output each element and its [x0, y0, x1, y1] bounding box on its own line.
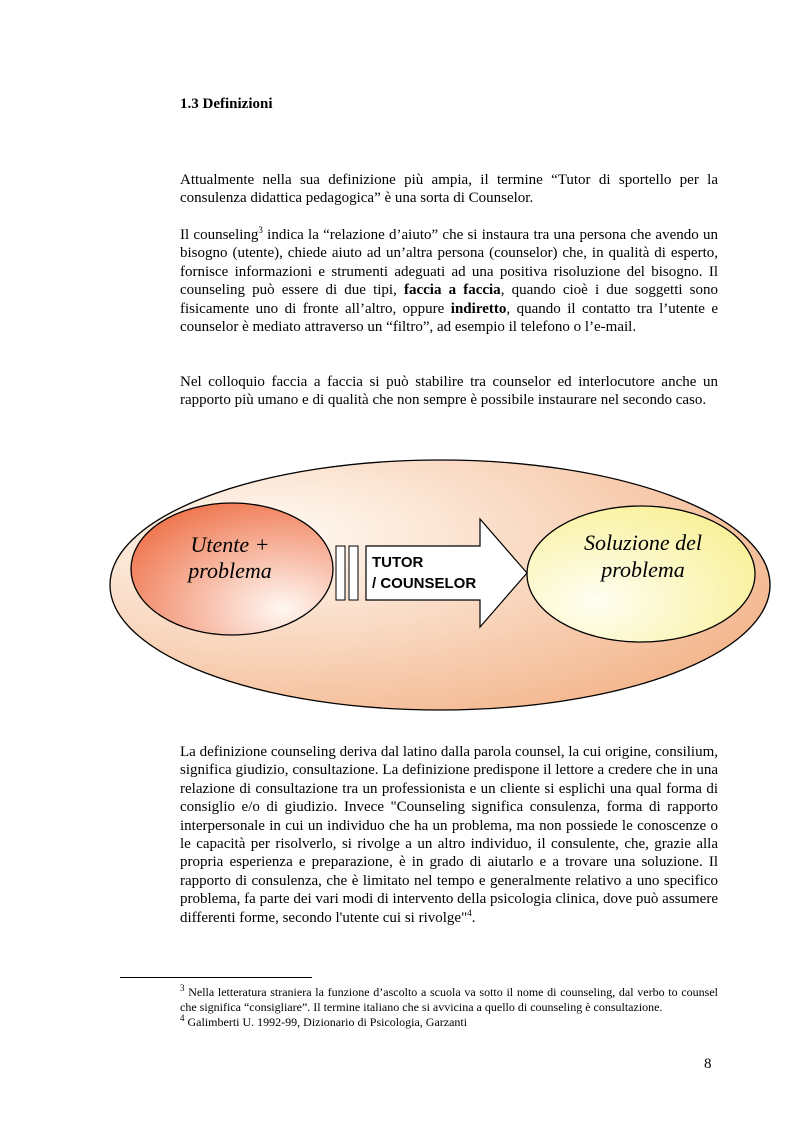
footnote-separator: [120, 977, 312, 978]
paragraph-2-text-3: , quando cioè i due soggetti sono fisicamente uno di fronte all’altro, oppure: [180, 282, 718, 317]
footnotes: [180, 985, 718, 1030]
counseling-diagram: [100, 455, 780, 715]
footnote-3-number: 3: [180, 983, 185, 993]
user-label-line-2: problema: [188, 558, 272, 583]
paragraph-2-text-2: indica la “relazione d’aiuto” che si instaura tra una persona che avendo un bisogno (utente), chiede aiuto ad un’altra persona (counselor) che, in qualità di esperto, fornisce informazioni e strumenti adeguati ad una positiva risoluzione del bisogno. Il counseling può essere di due tipi,: [180, 227, 718, 299]
footnote-4-text: Galimberti U. 1992-99, Dizionario di Psicologia, Garzanti: [184, 1015, 468, 1029]
paragraph-2: [180, 226, 718, 336]
solution-label-line-1: Soluzione del: [584, 530, 702, 555]
footnote-4: [180, 1015, 718, 1030]
arrow-label-line-2: / COUNSELOR: [372, 575, 477, 592]
paragraph-3: Nel colloquio faccia a faccia si può stabilire tra counselor ed interlocutore anche un rapporto più umano e di qualità che non sempre è possibile instaurare nel secondo caso.: [180, 374, 718, 409]
footnote-ref-3[interactable]: 3: [258, 225, 263, 235]
page-number: 8: [704, 1056, 712, 1072]
paragraph-4: [180, 743, 718, 927]
paragraph-4-text: La definizione counseling deriva dal latino dalla parola counsel, la cui origine, consilium, significa giudizio, consultazione. La definizione predispone il lettore a credere che in una relazione di consultazione tra un professionista e un cliente si esplichi una qual forma di consiglio e/o di giudizio. Invece "Counseling significa consulenza, forma di rapporto interpersonale in cui un individuo che ha un problema, ma non possiede le conoscenze o le capacità per risolverlo, si rivolge a un altro individuo, il consulente, che, grazie alla propria esperienza e preparazione, è in grado di aiutarlo e a trovare una soluzione. Il rapporto di consulenza, che è limitato nel tempo e generalmente relativo a uno specifico problema, fa parte dei vari modi di intervento della psicologia clinica, dove può assumere differenti forme, secondo l'utente cui si rivolge": [180, 744, 718, 926]
arrow-bar-2: [349, 546, 358, 600]
paragraph-2-text-1: Il counseling: [180, 227, 259, 243]
bold-term-face-to-face: faccia a faccia: [403, 282, 501, 299]
paragraph-2-text-4: , quando il contatto tra l’utente e counselor è mediato attraverso un “filtro”, ad esempio il telefono o l’e-mail.: [180, 300, 718, 336]
paragraph-1: Attualmente nella sua definizione più ampia, il termine “Tutor di sportello per la consulenza didattica pedagogica” è una sorta di Counselor.: [180, 172, 718, 207]
arrow-bar-1: [336, 546, 345, 600]
footnote-4-number: 4: [180, 1013, 185, 1023]
user-label-line-1: Utente +: [190, 532, 270, 557]
footnote-3: [180, 985, 718, 1015]
section-heading: 1.3 Definizioni: [180, 96, 273, 112]
paragraph-4-end: .: [471, 909, 476, 926]
arrow-label-line-1: TUTOR: [372, 554, 424, 571]
footnote-3-text: Nella letteratura straniera la funzione d’ascolto a scuola va sotto il nome di counseling, dal verbo to counsel che significa “consigliare”. Il termine italiano che si avvicina a quello di counseling è consultazione.: [180, 985, 718, 1014]
bold-term-indirect: indiretto: [450, 300, 507, 317]
footnote-ref-4[interactable]: 4: [467, 907, 472, 918]
diagram-svg: [100, 455, 780, 715]
solution-label-line-2: problema: [601, 557, 685, 582]
